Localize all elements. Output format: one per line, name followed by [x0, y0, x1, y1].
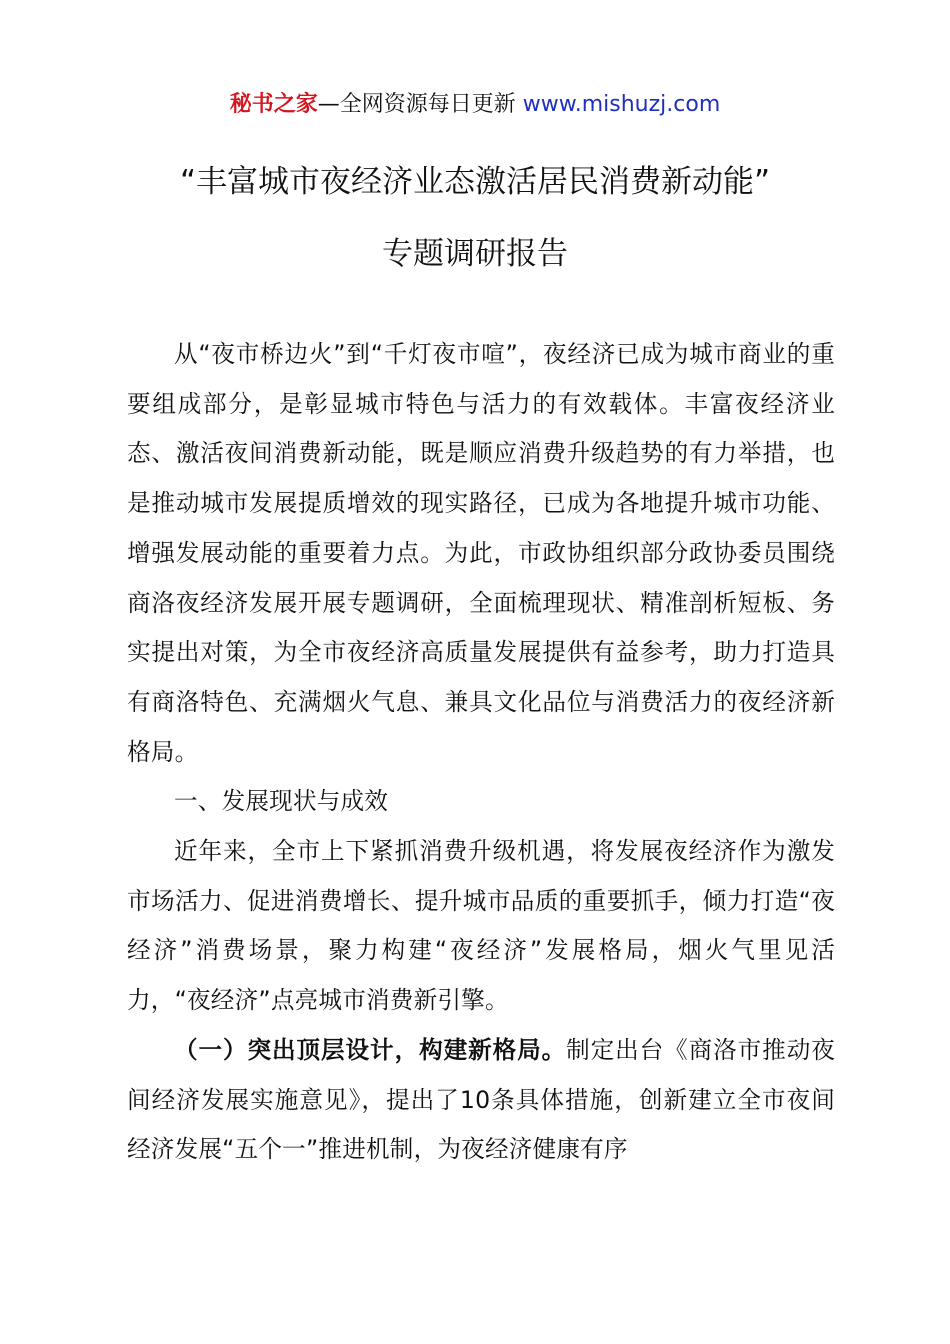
intro-paragraph: 从“夜市桥边火”到“千灯夜市喧”，夜经济已成为城市商业的重要组成部分，是彰显城市特色与活力的有效载体。丰富夜经济业态、激活夜间消费新动能，既是顺应消费升级趋势的有力举措，也是推动城市发展提质增效的现实路径，已成为各地提升城市功能、增强发展动能的重要着力点。为此，市政协组织部分政协委员围绕商洛夜经济发展开展专题调研，全面梳理现状、精准剖析短板、务实提出对策，为全市夜经济高质量发展提供有益参考，助力打造具有商洛特色、充满烟火气息、兼具文化品位与消费活力的夜经济新格局。: [127, 340, 835, 766]
document-title-line-1: “丰富城市夜经济业态激活居民消费新动能”: [179, 164, 771, 200]
subsection-1-heading: （一）突出顶层设计，构建新格局。: [174, 1035, 567, 1064]
document-body: [127, 330, 835, 1175]
site-url-link[interactable]: www.mishuzj.com: [522, 92, 721, 117]
section-heading-1: 一、发展现状与成效: [174, 787, 389, 816]
subsection-1-paragraph: [127, 1026, 835, 1175]
section-1-paragraph: 近年来，全市上下紧抓消费升级机遇，将发展夜经济作为激发市场活力、促进消费增长、提升城市品质的重要抓手，倾力打造“夜经济”消费场景，聚力构建“夜经济”发展格局，烟火气里见活力，“夜经济”点亮城市消费新引擎。: [127, 837, 835, 1015]
document-title-line-2: 专题调研报告: [382, 236, 568, 272]
site-header: [0, 88, 950, 122]
site-tagline: —全网资源每日更新: [317, 92, 523, 117]
site-brand: 秘书之家: [229, 92, 318, 117]
subsection-1-text: 制定出台《商洛市推动夜间经济发展实施意见》，提出了10条具体措施，创新建立全市夜间经济发展“五个一”推进机制，为夜经济健康有序: [127, 1035, 835, 1164]
